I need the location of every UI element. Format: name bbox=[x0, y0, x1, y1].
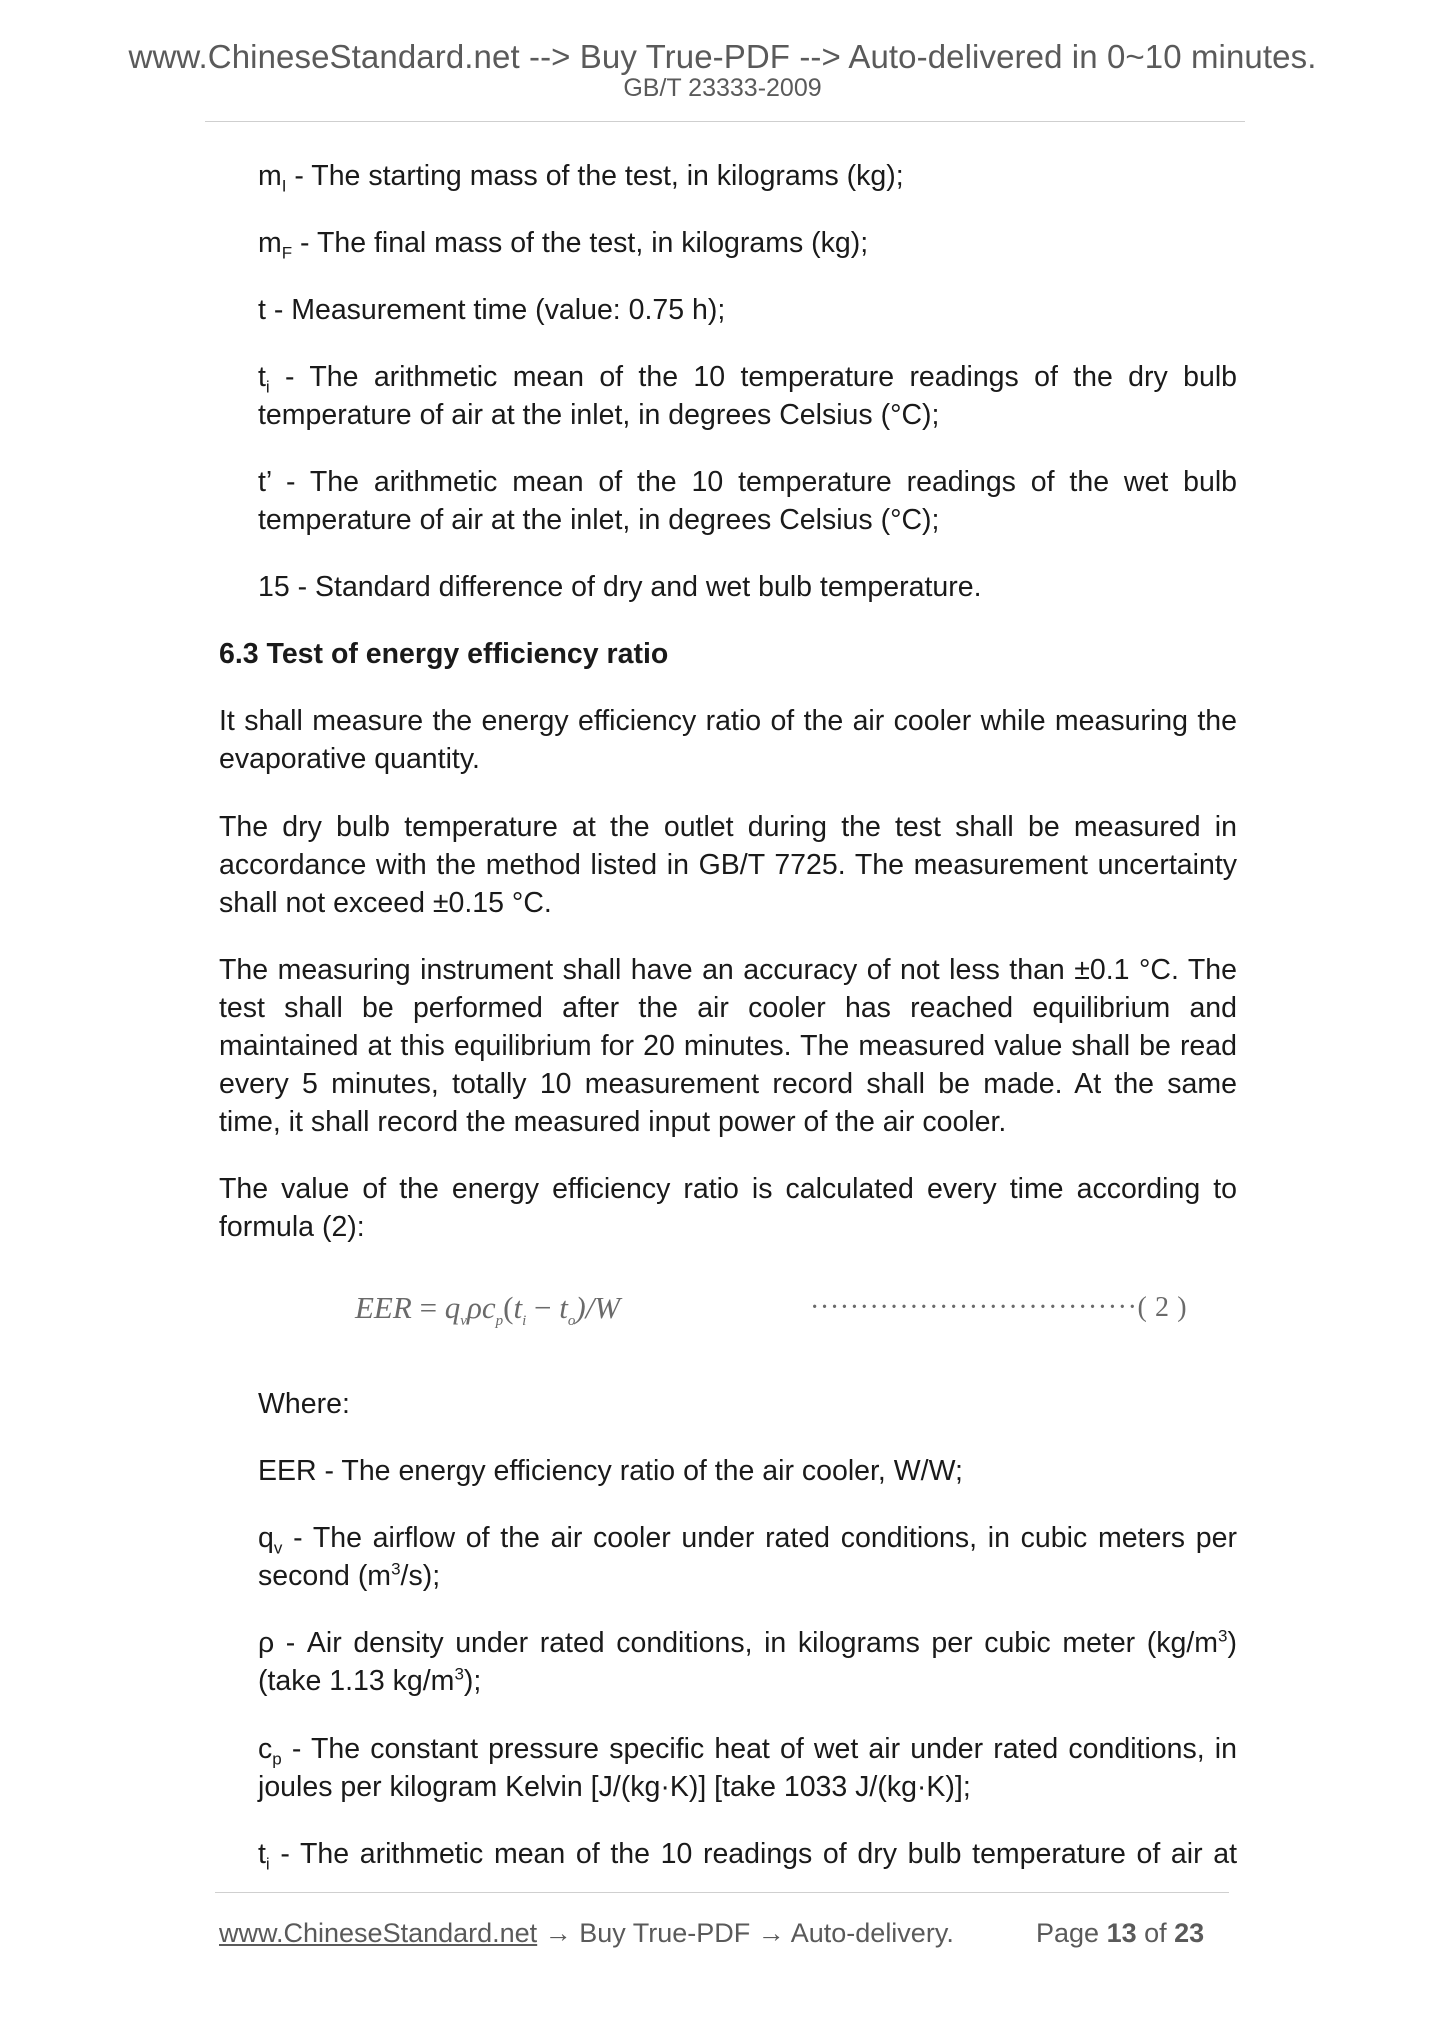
page-indicator: Page 13 of 23 bbox=[1036, 1918, 1205, 1948]
section-heading: 6.3 Test of energy efficiency ratio bbox=[219, 638, 669, 670]
def-tprime: t’ - The arithmetic mean of the 10 temperature readings of the wet bulb temperature of air at the inlet, in degrees Celsius (°C); bbox=[258, 466, 1237, 536]
standard-id: GB/T 23333-2009 bbox=[623, 74, 822, 102]
def-eer: EER - The energy efficiency ratio of the air cooler, W/W; bbox=[258, 1455, 963, 1487]
def-t: t - Measurement time (value: 0.75 h); bbox=[258, 294, 726, 326]
footer-source: www.ChineseStandard.net → Buy True-PDF → Auto-delivery. bbox=[219, 1918, 954, 1948]
def-ti-2: $t_i$ - The arithmetic mean of the 10 readings of dry bulb temperature of air at bbox=[258, 1838, 1237, 1874]
footer-divider bbox=[215, 1892, 1229, 1893]
header-divider bbox=[205, 121, 1245, 122]
def-mi: $m_I$ - The starting mass of the test, in kilograms (kg); bbox=[258, 160, 904, 196]
formula-eer: EER = $q_v\rho c_p(t_i - t_o)/W$ bbox=[355, 1290, 621, 1330]
def-qv: $q_v$ - The airflow of the air cooler under rated conditions, in cubic meters per second $(m^3/s)$; bbox=[258, 1522, 1237, 1592]
def-rho: ρ - Air density under rated conditions, in kilograms per cubic meter $(kg/m^3)$ (take 1.13 $kg/m^3$); bbox=[258, 1626, 1237, 1697]
section-para-2: The dry bulb temperature at the outlet during the test shall be measured in accordance with the method listed in GB/T 7725. The measurement uncertainty shall not exceed ±0.15 °C. bbox=[219, 811, 1237, 919]
def-ti: $t_i$ - The arithmetic mean of the 10 temperature readings of the dry bulb temperature of air at the inlet, in degrees Celsius (°C); bbox=[258, 361, 1237, 431]
header-banner: www.ChineseStandard.net --> Buy True-PDF --> Auto-delivered in 0~10 minutes. bbox=[128, 38, 1317, 75]
section-para-3: The measuring instrument shall have an accuracy of not less than ±0.1 °C. The test shall be performed after the air cooler has reached equilibrium and maintained at this equilibrium for 20 minutes. The measured value shall be read every 5 minutes, totally 10 measurement record shall be made. At the same time, it shall record the measured input power of the air cooler. bbox=[219, 954, 1237, 1138]
footer-link[interactable]: www.ChineseStandard.net bbox=[219, 1918, 538, 1948]
def-cp: $c_p$ - The constant pressure specific heat of wet air under rated conditions, in joules per kilogram Kelvin [J/(kg·K)] [take 1033 J/(kg·K)]; bbox=[258, 1733, 1237, 1803]
def-fifteen: 15 - Standard difference of dry and wet bulb temperature. bbox=[258, 571, 982, 603]
def-mf: $m_F$ - The final mass of the test, in kilograms (kg); bbox=[258, 227, 869, 263]
formula-number: ·································( 2 ) bbox=[810, 1292, 1188, 1323]
section-para-4: The value of the energy efficiency ratio is calculated every time according to formula (2): bbox=[219, 1173, 1237, 1243]
where-label: Where: bbox=[258, 1388, 350, 1420]
section-para-1: It shall measure the energy efficiency ratio of the air cooler while measuring the evaporative quantity. bbox=[219, 705, 1237, 775]
